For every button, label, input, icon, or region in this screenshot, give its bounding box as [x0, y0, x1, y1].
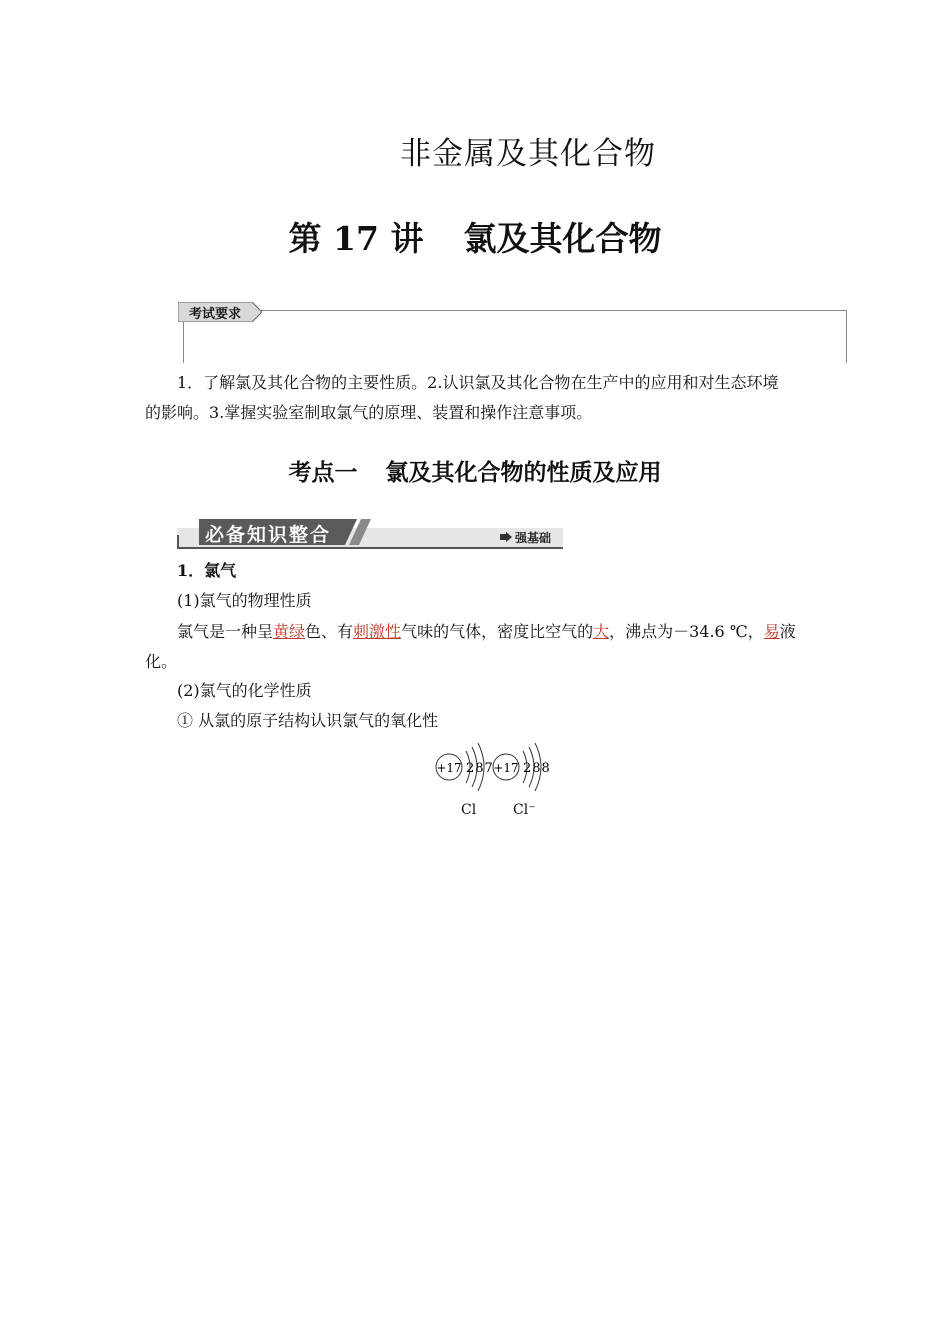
requirements-tab-label: 考试要求	[189, 307, 242, 322]
subheading-chemical: (2)氯气的化学性质	[177, 681, 312, 700]
cl-ion-caption: Cl⁻	[513, 802, 536, 818]
blank-odor: 刺激性	[353, 622, 402, 641]
requirements-box	[183, 310, 847, 363]
banner-right-label: 强基础	[515, 531, 552, 545]
section-title	[0, 454, 950, 487]
blank-density: 大	[593, 622, 610, 641]
arrow-right-icon	[500, 532, 512, 542]
requirements-line-2: 的影响。3.掌握实验室制取氯气的原理、装置和操作注意事项。	[145, 403, 593, 422]
atom-structure-diagram	[430, 738, 560, 798]
subheading-physical: (1)氯气的物理性质	[177, 591, 312, 610]
banner-label: 必备知识整合	[205, 524, 332, 546]
cl-shells: 287	[466, 761, 494, 776]
p1-text-c: 气味的气体，密度比空气的	[401, 622, 594, 641]
blank-liquefy: 易	[763, 622, 780, 641]
cl-ion-nucleus: +17	[493, 761, 519, 775]
item-atomic-structure: ① 从氯的原子结构认识氯气的氧化性	[177, 711, 439, 730]
requirements-line-1: 1．了解氯及其化合物的主要性质。2.认识氯及其化合物在生产中的应用和对生态环境	[177, 373, 779, 392]
blank-color: 黄绿	[273, 622, 306, 641]
section-name: 氯及其化合物的性质及应用	[385, 460, 662, 486]
chapter-title: 非金属及其化合物	[400, 136, 656, 172]
p1-text-e: 液化。	[145, 622, 796, 671]
p1-text-b: 色、有	[305, 622, 354, 641]
cl-caption: Cl	[461, 802, 477, 818]
heading-chlorine: 1．氯气	[177, 561, 237, 580]
cl-ion-shells: 288	[523, 761, 551, 776]
p1-text-d: ，沸点为－34.6 ℃，	[609, 622, 764, 641]
physical-properties-paragraph	[145, 617, 817, 677]
lecture-title	[0, 213, 950, 260]
chlorine-atom	[436, 743, 494, 791]
section-prefix: 考点一	[288, 460, 358, 486]
cl-nucleus: +17	[436, 761, 462, 775]
lecture-name: 氯及其化合物	[463, 219, 662, 258]
p1-text-a: 氯气是一种呈	[177, 622, 274, 641]
lecture-number: 第 17 讲	[288, 219, 424, 258]
chloride-ion	[493, 743, 551, 791]
